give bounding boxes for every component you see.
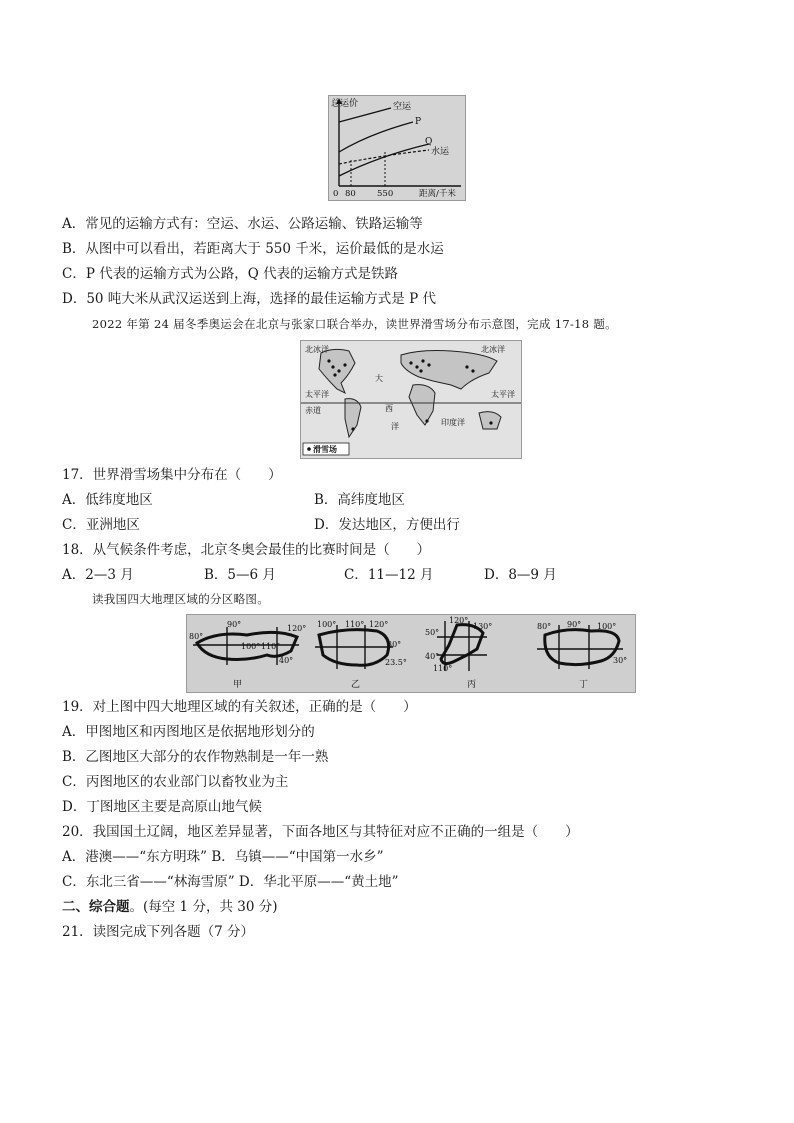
region-bing-label: 丙 — [467, 680, 477, 690]
section2-title: 二、综合题 — [62, 899, 130, 915]
q18-option-c: C．11—12 月 — [344, 567, 434, 583]
q17-option-a: A．低纬度地区 — [62, 492, 153, 508]
region-ding — [537, 620, 627, 690]
svg-text:100°: 100° — [317, 620, 337, 629]
svg-text:40°: 40° — [279, 656, 294, 665]
section2-note: (每空 1 分，共 30 分) — [143, 899, 278, 915]
svg-text:30°: 30° — [387, 640, 402, 649]
africa-shape — [409, 385, 435, 425]
ski-map — [301, 341, 521, 458]
label-q: Q — [425, 137, 433, 147]
y-axis-label: 总运价 — [331, 99, 359, 109]
q20-option-cd: C．东北三省——“林海雪原” D．华北平原——“黄土地” — [62, 874, 399, 890]
svg-text:120°: 120° — [449, 616, 469, 625]
label-air: 空运 — [393, 102, 412, 112]
label-atlantic-3: 洋 — [391, 422, 399, 431]
label-indian: 印度洋 — [441, 418, 465, 427]
svg-text:100°: 100° — [241, 642, 261, 651]
eurasia-shape — [401, 351, 497, 390]
q19-option-a: A．甲图地区和丙图地区是依据地形划分的 — [62, 724, 315, 740]
q17-option-b: B．高纬度地区 — [314, 492, 405, 508]
tick-0: 0 — [333, 189, 339, 199]
svg-text:110°: 110° — [345, 620, 365, 629]
svg-text:23.5°: 23.5° — [385, 658, 407, 667]
intro-17-18: 2022 年第 24 届冬季奥运会在北京与张家口联合举办，读世界滑雪场分布示意图，完成 17-18 题。 — [92, 317, 617, 331]
australia-shape — [479, 412, 501, 429]
ski-map-figure — [300, 340, 522, 459]
q18-option-d: D．8—9 月 — [484, 567, 557, 583]
q19-option-d: D．丁图地区主要是高原山地气候 — [62, 799, 262, 815]
q21-stem: 21．读图完成下列各题（7 分） — [62, 924, 255, 940]
q19-stem: 19．对上图中四大地理区域的有关叙述，正确的是（ ） — [62, 699, 417, 715]
transport-cost-figure — [328, 95, 466, 201]
q17-option-c: C．亚洲地区 — [62, 517, 140, 533]
svg-text:50°: 50° — [425, 628, 440, 637]
transport-cost-chart — [329, 96, 465, 200]
q17-stem: 17．世界滑雪场集中分布在（ ） — [62, 467, 282, 483]
section2-heading — [62, 898, 277, 916]
intro-19: 读我国四大地理区域的分区略图。 — [92, 592, 269, 606]
q20-option-ab: A．港澳——“东方明珠” B．乌镇——“中国第一水乡” — [62, 849, 384, 865]
label-arctic-left: 北冰洋 — [305, 345, 329, 354]
q17-option-d: D．发达地区，方便出行 — [314, 517, 460, 533]
region-bing — [425, 616, 492, 690]
svg-text:100°: 100° — [597, 622, 617, 631]
curve-air — [339, 108, 391, 122]
x-axis-label: 距离/千米 — [419, 189, 456, 199]
tick-550: 550 — [377, 189, 394, 199]
q18-option-a: A．2—3 月 — [62, 567, 134, 583]
svg-text:30°: 30° — [613, 656, 628, 665]
label-atlantic-1: 大 — [375, 374, 383, 383]
curve-q — [339, 144, 429, 176]
q19-option-b: B．乙图地区大部分的农作物熟制是一年一熟 — [62, 749, 329, 765]
q18-stem: 18．从气候条件考虑，北京冬奥会最佳的比赛时间是（ ） — [62, 542, 431, 558]
svg-text:40°: 40° — [425, 652, 440, 661]
legend-marker — [307, 447, 311, 451]
svg-text:90°: 90° — [227, 620, 242, 629]
regions-map — [187, 615, 635, 692]
north-america-shape — [319, 349, 355, 393]
region-yi — [315, 620, 407, 690]
region-ding-label: 丁 — [579, 680, 589, 690]
q16-option-d: D．50 吨大米从武汉运送到上海，选择的最佳运输方式是 P 代 — [62, 291, 436, 307]
label-water: 水运 — [431, 147, 450, 157]
region-yi-label: 乙 — [351, 680, 361, 690]
svg-text:130°: 130° — [473, 622, 493, 631]
svg-text:120°: 120° — [369, 620, 389, 629]
label-atlantic-2: 西 — [385, 404, 393, 413]
label-arctic-right: 北冰洋 — [481, 345, 505, 354]
region-jia-label: 甲 — [233, 680, 243, 690]
section2-dot: 。 — [129, 899, 143, 915]
svg-text:80°: 80° — [537, 622, 552, 631]
tick-80: 80 — [345, 189, 356, 199]
q16-option-a: A．常见的运输方式有：空运、水运、公路运输、铁路运输等 — [62, 216, 423, 232]
q18-option-b: B．5—6 月 — [204, 567, 276, 583]
region-jia — [189, 620, 306, 690]
legend-label: 滑雪场 — [313, 444, 337, 454]
svg-text:80°: 80° — [189, 632, 204, 641]
svg-text:90°: 90° — [567, 620, 582, 629]
label-p: P — [415, 117, 422, 127]
svg-text:120°: 120° — [287, 624, 307, 633]
regions-figure — [186, 614, 636, 693]
svg-text:110°: 110° — [433, 664, 453, 673]
q20-stem: 20．我国国土辽阔，地区差异显著，下面各地区与其特征对应不正确的一组是（ ） — [62, 824, 579, 840]
label-pacific-right: 太平洋 — [491, 390, 515, 399]
label-equator: 赤道 — [305, 406, 321, 415]
south-america-shape — [345, 399, 361, 437]
q16-option-c: C．P 代表的运输方式为公路，Q 代表的运输方式是铁路 — [62, 266, 399, 282]
curve-p — [339, 122, 413, 152]
q16-option-b: B．从图中可以看出，若距离大于 550 千米，运价最低的是水运 — [62, 241, 444, 257]
q19-option-c: C．丙图地区的农业部门以畜牧业为主 — [62, 774, 289, 790]
label-pacific-left: 太平洋 — [305, 390, 329, 399]
svg-text:110°: 110° — [261, 642, 281, 651]
